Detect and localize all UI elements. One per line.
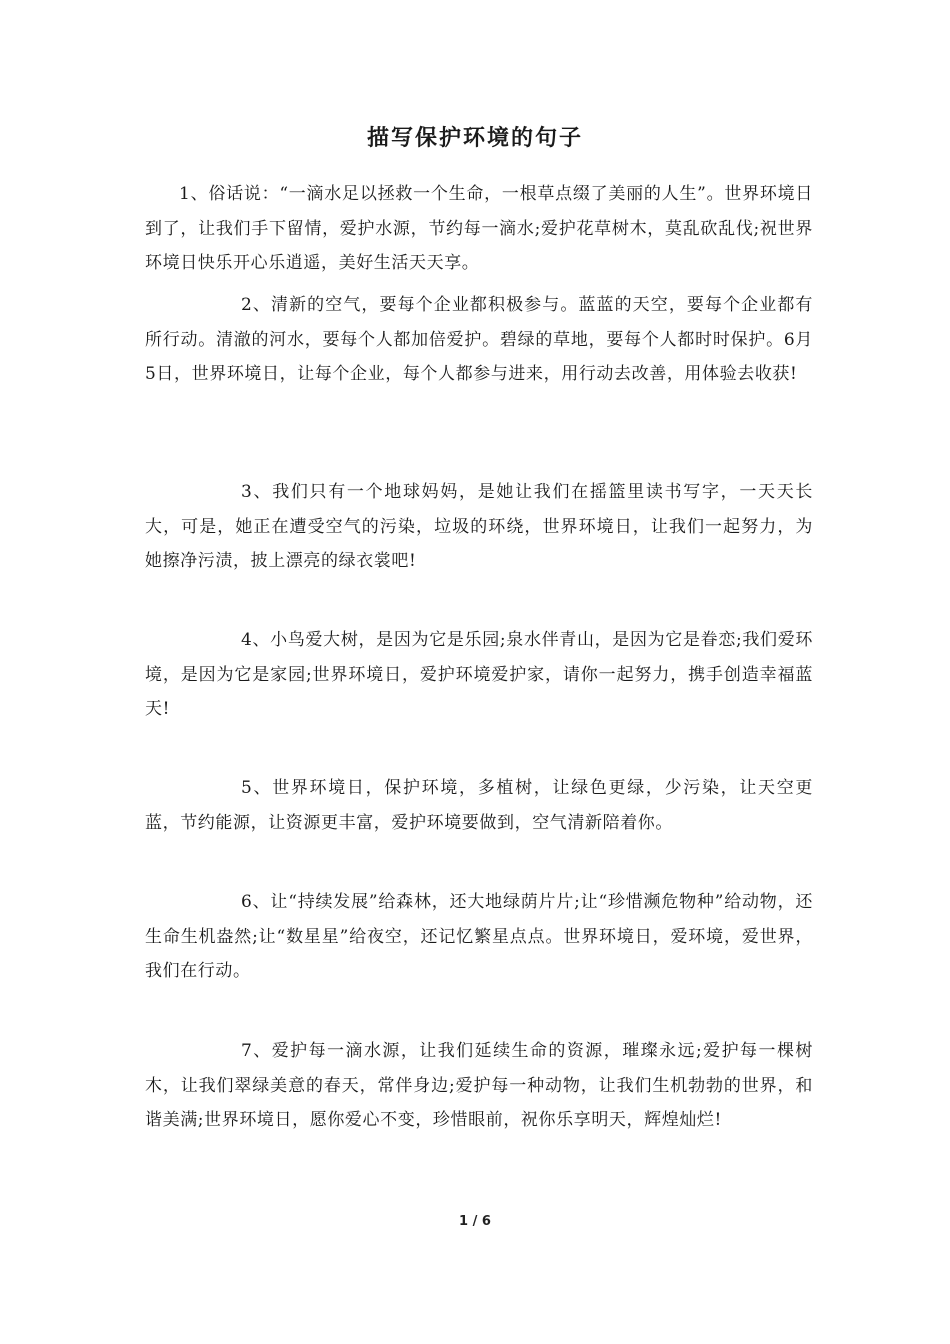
paragraph-3: 3、我们只有一个地球妈妈，是她让我们在摇篮里读书写字，一天天长大，可是，她正在遭受空气的污染，垃圾的环绕，世界环境日，让我们一起努力，为她擦净污渍，披上漂亮的绿衣裳吧! xyxy=(145,482,813,572)
paragraph-6: 6、让“持续发展”给森林，还大地绿荫片片;让“珍惜濒危物种”给动物，还生命生机盎然;让“数星星”给夜空，还记忆繁星点点。世界环境日，爱环境，爱世界，我们在行动。 xyxy=(145,892,813,982)
paragraph-4: 4、小鸟爱大树，是因为它是乐园;泉水伴青山，是因为它是眷恋;我们爱环境，是因为它是家园;世界环境日，爱护环境爱护家，请你一起努力，携手创造幸福蓝天! xyxy=(145,630,813,720)
paragraph-2: 2、清新的空气，要每个企业都积极参与。蓝蓝的天空，要每个企业都有所行动。清澈的河水，要每个人都加倍爱护。碧绿的草地，要每个人都时时保护。6月5日，世界环境日，让每个企业，每个人都参与进来，用行动去改善，用体验去收获! xyxy=(145,295,813,385)
paragraph-7: 7、爱护每一滴水源，让我们延续生命的资源，璀璨永远;爱护每一棵树木，让我们翠绿美意的春天，常伴身边;爱护每一种动物，让我们生机勃勃的世界，和谐美满;世界环境日，愿你爱心不变，珍惜眼前，祝你乐享明天，辉煌灿烂! xyxy=(145,1041,813,1131)
paragraph-1: 1、俗话说：“一滴水足以拯救一个生命，一根草点缀了美丽的人生”。世界环境日到了，让我们手下留情，爱护水源，节约每一滴水;爱护花草树木，莫乱砍乱伐;祝世界环境日快乐开心乐逍遥，美好生活天天享。 xyxy=(145,184,813,274)
page-number: 1 / 6 xyxy=(459,1214,491,1229)
document-title: 描写保护环境的句子 xyxy=(366,125,583,151)
paragraph-5: 5、世界环境日，保护环境，多植树，让绿色更绿，少污染，让天空更蓝，节约能源，让资源更丰富，爱护环境要做到，空气清新陪着你。 xyxy=(145,778,813,833)
